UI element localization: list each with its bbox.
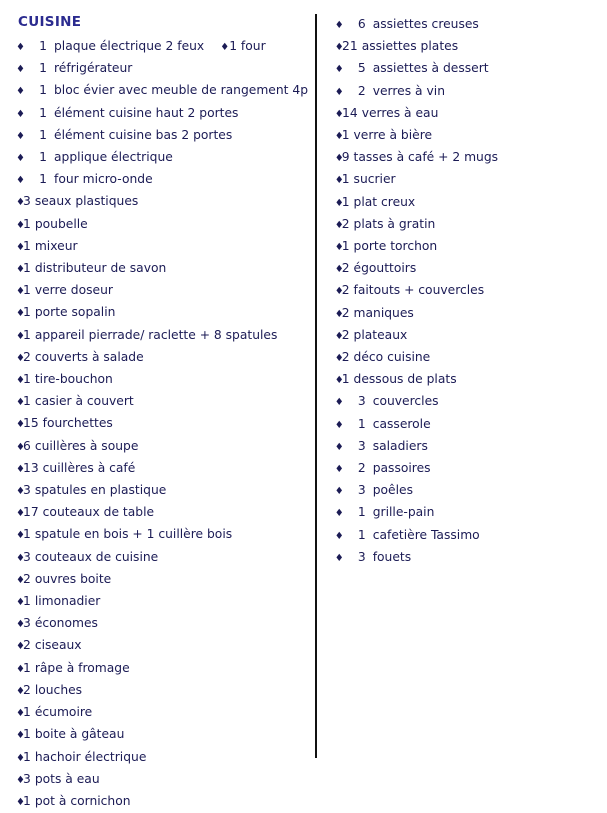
list-item	[335, 125, 597, 147]
diamond-bullet-icon: ♦	[334, 108, 344, 120]
item-quantity: 5	[357, 61, 366, 76]
diamond-bullet-icon: ♦	[334, 486, 344, 498]
item-label: tire-bouchon	[34, 372, 113, 387]
list-item	[16, 36, 311, 58]
diamond-bullet-icon: ♦	[16, 796, 25, 808]
diamond-bullet-icon: ♦	[16, 597, 25, 609]
diamond-bullet-icon: ♦	[334, 219, 344, 231]
item-quantity: 1	[39, 150, 47, 165]
diamond-bullet-icon: ♦	[16, 64, 25, 76]
list-item	[335, 280, 597, 302]
diamond-bullet-icon: ♦	[334, 153, 344, 165]
item-label: poubelle	[34, 216, 88, 231]
item-label: verres à vin	[372, 83, 445, 98]
item-quantity: 6	[357, 17, 366, 31]
item-quantity: 2	[23, 638, 31, 653]
item-quantity: 1	[23, 527, 31, 542]
item-label: tasses à café + 2 mugs	[353, 150, 499, 165]
item-quantity: 1	[229, 39, 241, 53]
list-item	[16, 458, 311, 480]
item-label: couteaux de table	[42, 505, 155, 520]
item-quantity: 1	[23, 216, 31, 231]
item-quantity: 1	[23, 238, 31, 253]
item-label: hachoir électrique	[34, 749, 147, 764]
diamond-bullet-icon: ♦	[16, 752, 25, 764]
item-quantity: 2	[23, 682, 31, 697]
item-label: maniques	[353, 305, 414, 320]
diamond-bullet-icon: ♦	[16, 463, 25, 475]
diamond-bullet-icon: ♦	[16, 552, 25, 564]
diamond-bullet-icon: ♦	[16, 663, 25, 675]
diamond-bullet-icon: ♦	[334, 131, 344, 143]
list-item	[335, 192, 597, 214]
item-quantity: 1	[39, 127, 47, 142]
list-item	[335, 502, 597, 524]
item-quantity: 3	[357, 394, 366, 409]
list-item	[16, 724, 311, 746]
item-label: élément cuisine bas 2 portes	[54, 127, 233, 142]
diamond-bullet-icon: ♦	[16, 86, 25, 98]
diamond-bullet-icon: ♦	[16, 175, 25, 187]
list-item	[335, 103, 597, 125]
item-label: porte torchon	[353, 239, 438, 254]
item-quantity: 2	[341, 283, 350, 298]
list-item	[16, 302, 311, 324]
item-quantity: 2	[23, 349, 31, 364]
item-label: économes	[34, 616, 98, 631]
item-quantity: 14	[342, 105, 358, 120]
item-label: cafetière Tassimo	[372, 527, 480, 542]
diamond-bullet-icon: ♦	[334, 308, 344, 320]
list-item	[16, 369, 311, 391]
diamond-bullet-icon: ♦	[16, 774, 25, 786]
diamond-bullet-icon: ♦	[16, 685, 25, 697]
list-item	[335, 147, 597, 169]
item-label: assiettes creuses	[372, 17, 479, 31]
list-item	[335, 236, 597, 258]
item-quantity: 1	[23, 660, 31, 675]
list-item	[16, 347, 311, 369]
diamond-bullet-icon: ♦	[334, 419, 344, 431]
diamond-bullet-icon: ♦	[334, 353, 344, 365]
item-quantity: 1	[39, 61, 47, 76]
diamond-bullet-icon: ♦	[16, 130, 25, 142]
item-quantity: 15	[23, 416, 39, 431]
diamond-bullet-icon: ♦	[16, 486, 25, 498]
item-label: couverts à salade	[34, 349, 144, 364]
item-quantity: 2	[341, 350, 350, 365]
list-item	[16, 569, 311, 591]
item-label: déco cuisine	[353, 350, 431, 365]
item-label: plat creux	[353, 194, 416, 209]
item-label: fourchettes	[42, 416, 113, 431]
diamond-bullet-icon: ♦	[16, 619, 25, 631]
diamond-bullet-icon: ♦	[16, 730, 25, 742]
list-item	[16, 747, 311, 769]
diamond-bullet-icon: ♦	[16, 308, 25, 320]
item-quantity: 1	[39, 172, 47, 187]
item-quantity: 3	[23, 483, 31, 498]
diamond-bullet-icon: ♦	[334, 330, 344, 342]
item-label: égouttoirs	[353, 261, 417, 276]
item-quantity: 2	[23, 571, 31, 586]
item-label: applique électrique	[54, 150, 173, 165]
diamond-bullet-icon: ♦	[16, 153, 25, 165]
item-label: plaque électrique 2 feux	[54, 39, 205, 53]
item-label: appareil pierrade/ raclette + 8 spatules	[34, 327, 278, 342]
list-item	[335, 325, 597, 347]
item-label: boite à gâteau	[34, 727, 125, 742]
list-item	[335, 169, 597, 191]
diamond-bullet-icon: ♦	[16, 708, 25, 720]
item-label: bloc évier avec meuble de rangement 4p	[54, 83, 309, 98]
item-quantity: 1	[23, 327, 31, 342]
list-item	[335, 347, 597, 369]
item-quantity: 21	[342, 39, 358, 54]
list-item	[16, 258, 311, 280]
list-item	[335, 436, 597, 458]
item-label: pots à eau	[34, 771, 100, 786]
item-label: dessous de plats	[353, 372, 457, 387]
item-label: louches	[34, 682, 83, 697]
list-item	[16, 791, 311, 813]
list-item	[16, 147, 311, 169]
list-item	[16, 191, 311, 213]
diamond-bullet-icon: ♦	[16, 286, 25, 298]
diamond-bullet-icon: ♦	[334, 508, 344, 520]
item-label: spatules en plastique	[34, 483, 167, 498]
item-label: assiettes plates	[361, 39, 459, 54]
list-item	[16, 436, 311, 458]
diamond-bullet-icon: ♦	[334, 242, 344, 254]
item-label: ciseaux	[34, 638, 82, 653]
item-label: passoires	[372, 461, 431, 476]
left-column	[10, 14, 315, 813]
list-item	[335, 258, 597, 280]
item-label: cuillères à soupe	[34, 438, 139, 453]
item-label: four micro-onde	[54, 172, 153, 187]
item-quantity: 1	[357, 527, 366, 542]
item-quantity: 2	[341, 305, 350, 320]
list-item	[335, 525, 597, 547]
item-quantity: 1	[23, 305, 31, 320]
diamond-bullet-icon: ♦	[334, 397, 344, 409]
diamond-bullet-icon: ♦	[16, 508, 25, 520]
item-label: casserole	[372, 416, 431, 431]
item-quantity: 1	[39, 39, 47, 53]
diamond-bullet-icon: ♦	[334, 464, 344, 476]
list-item	[335, 81, 597, 103]
item-quantity: 2	[357, 83, 366, 98]
item-label: limonadier	[34, 594, 101, 609]
item-label: four	[240, 39, 266, 53]
list-item	[16, 591, 311, 613]
diamond-bullet-icon: ♦	[334, 264, 344, 276]
diamond-bullet-icon: ♦	[16, 419, 25, 431]
item-quantity: 2	[341, 261, 350, 276]
list-item	[16, 80, 311, 102]
item-quantity: 1	[357, 505, 366, 520]
item-label: distributeur de savon	[34, 261, 167, 276]
diamond-bullet-icon: ♦	[334, 441, 344, 453]
list-item	[16, 702, 311, 724]
diamond-bullet-icon: ♦	[334, 197, 344, 209]
item-label: verre à bière	[353, 128, 433, 143]
list-item	[16, 547, 311, 569]
item-label: pot à cornichon	[34, 793, 131, 808]
list-item	[335, 414, 597, 436]
list-item	[16, 58, 311, 80]
diamond-bullet-icon: ♦	[334, 42, 344, 54]
item-quantity: 2	[357, 461, 366, 476]
item-label: ouvres boite	[34, 571, 112, 586]
item-quantity: 1	[341, 194, 350, 209]
list-item	[335, 303, 597, 325]
list-item	[335, 391, 597, 413]
item-label: écumoire	[34, 705, 93, 720]
item-label: râpe à fromage	[34, 660, 130, 675]
item-quantity: 3	[357, 549, 366, 564]
item-quantity: 3	[23, 616, 31, 631]
diamond-bullet-icon: ♦	[334, 64, 344, 76]
item-quantity: 1	[39, 105, 47, 120]
item-quantity: 1	[23, 727, 31, 742]
diamond-bullet-icon: ♦	[16, 641, 25, 653]
item-label: élément cuisine haut 2 portes	[54, 105, 239, 120]
diamond-bullet-icon: ♦	[220, 42, 230, 53]
item-quantity: 1	[357, 416, 366, 431]
item-label: couvercles	[372, 394, 439, 409]
diamond-bullet-icon: ♦	[334, 552, 344, 564]
diamond-bullet-icon: ♦	[16, 352, 25, 364]
list-item	[335, 458, 597, 480]
item-quantity: 3	[23, 549, 31, 564]
left-item-list	[16, 36, 311, 813]
item-quantity: 3	[357, 483, 366, 498]
list-item	[16, 236, 311, 258]
item-quantity: 17	[23, 505, 39, 520]
list-item	[16, 169, 311, 191]
diamond-bullet-icon: ♦	[16, 264, 25, 276]
item-quantity: 1	[23, 261, 31, 276]
diamond-bullet-icon: ♦	[16, 375, 25, 387]
item-label: faitouts + couvercles	[353, 283, 485, 298]
list-item	[16, 125, 311, 147]
list-item	[16, 214, 311, 236]
diamond-bullet-icon: ♦	[334, 530, 344, 542]
list-item	[16, 325, 311, 347]
two-column-layout	[10, 14, 597, 808]
diamond-bullet-icon: ♦	[16, 330, 25, 342]
page-title: CUISINE	[18, 14, 82, 30]
item-label: grille-pain	[372, 505, 435, 520]
diamond-bullet-icon: ♦	[334, 86, 344, 98]
diamond-bullet-icon: ♦	[16, 441, 25, 453]
list-item	[16, 658, 311, 680]
item-label: cuillères à café	[42, 460, 136, 475]
item-label: sucrier	[353, 172, 396, 187]
list-item	[16, 413, 311, 435]
item-quantity: 1	[23, 394, 31, 409]
list-item	[335, 14, 597, 36]
item-label: casier à couvert	[34, 394, 134, 409]
diamond-bullet-icon: ♦	[16, 574, 25, 586]
item-quantity: 1	[23, 372, 31, 387]
diamond-bullet-icon: ♦	[334, 175, 344, 187]
item-quantity: 9	[341, 150, 350, 165]
item-label: assiettes à dessert	[372, 61, 489, 76]
diamond-bullet-icon: ♦	[16, 42, 25, 53]
diamond-bullet-icon: ♦	[334, 375, 344, 387]
list-item	[16, 635, 311, 657]
item-quantity: 13	[23, 460, 39, 475]
item-quantity: 3	[23, 194, 31, 209]
diamond-bullet-icon: ♦	[16, 108, 25, 120]
item-label: seaux plastiques	[34, 194, 139, 209]
item-label: verres à eau	[361, 105, 439, 120]
item-quantity: 1	[341, 372, 350, 387]
diamond-bullet-icon: ♦	[16, 397, 25, 409]
item-label: poêles	[372, 483, 413, 498]
list-item	[16, 480, 311, 502]
list-item	[16, 524, 311, 546]
item-label: fouets	[372, 549, 412, 564]
list-item	[16, 391, 311, 413]
item-quantity: 1	[23, 749, 31, 764]
item-quantity: 1	[341, 172, 350, 187]
list-item	[335, 547, 597, 569]
list-item	[335, 480, 597, 502]
diamond-bullet-icon: ♦	[334, 286, 344, 298]
item-quantity: 6	[23, 438, 31, 453]
item-quantity: 1	[23, 594, 31, 609]
item-quantity: 1	[341, 128, 350, 143]
list-item	[335, 369, 597, 391]
diamond-bullet-icon: ♦	[16, 530, 25, 542]
item-label: plateaux	[353, 327, 408, 342]
list-item	[16, 613, 311, 635]
item-quantity: 3	[357, 438, 366, 453]
list-item	[16, 680, 311, 702]
item-quantity: 3	[23, 771, 31, 786]
diamond-bullet-icon: ♦	[16, 241, 25, 253]
item-label: couteaux de cuisine	[34, 549, 159, 564]
list-item	[16, 502, 311, 524]
secondary-item	[220, 36, 265, 58]
item-quantity: 1	[23, 793, 31, 808]
item-quantity: 1	[23, 283, 31, 298]
diamond-bullet-icon: ♦	[334, 20, 344, 31]
list-item	[16, 769, 311, 791]
item-quantity: 1	[341, 239, 350, 254]
item-label: saladiers	[372, 438, 428, 453]
item-quantity: 1	[23, 705, 31, 720]
item-quantity: 2	[341, 327, 350, 342]
list-item	[16, 103, 311, 125]
item-quantity: 2	[341, 216, 350, 231]
right-column	[317, 14, 597, 569]
list-item	[335, 58, 597, 80]
item-label: verre doseur	[34, 283, 113, 298]
item-label: réfrigérateur	[54, 61, 133, 76]
item-label: plats à gratin	[353, 216, 436, 231]
item-quantity: 1	[39, 83, 47, 98]
diamond-bullet-icon: ♦	[16, 219, 25, 231]
list-item	[335, 36, 597, 58]
list-item	[16, 280, 311, 302]
item-label: porte sopalin	[34, 305, 116, 320]
item-label: spatule en bois + 1 cuillère bois	[34, 527, 233, 542]
diamond-bullet-icon: ♦	[16, 197, 25, 209]
item-label: mixeur	[34, 238, 78, 253]
right-item-list	[335, 14, 597, 569]
list-item	[335, 214, 597, 236]
